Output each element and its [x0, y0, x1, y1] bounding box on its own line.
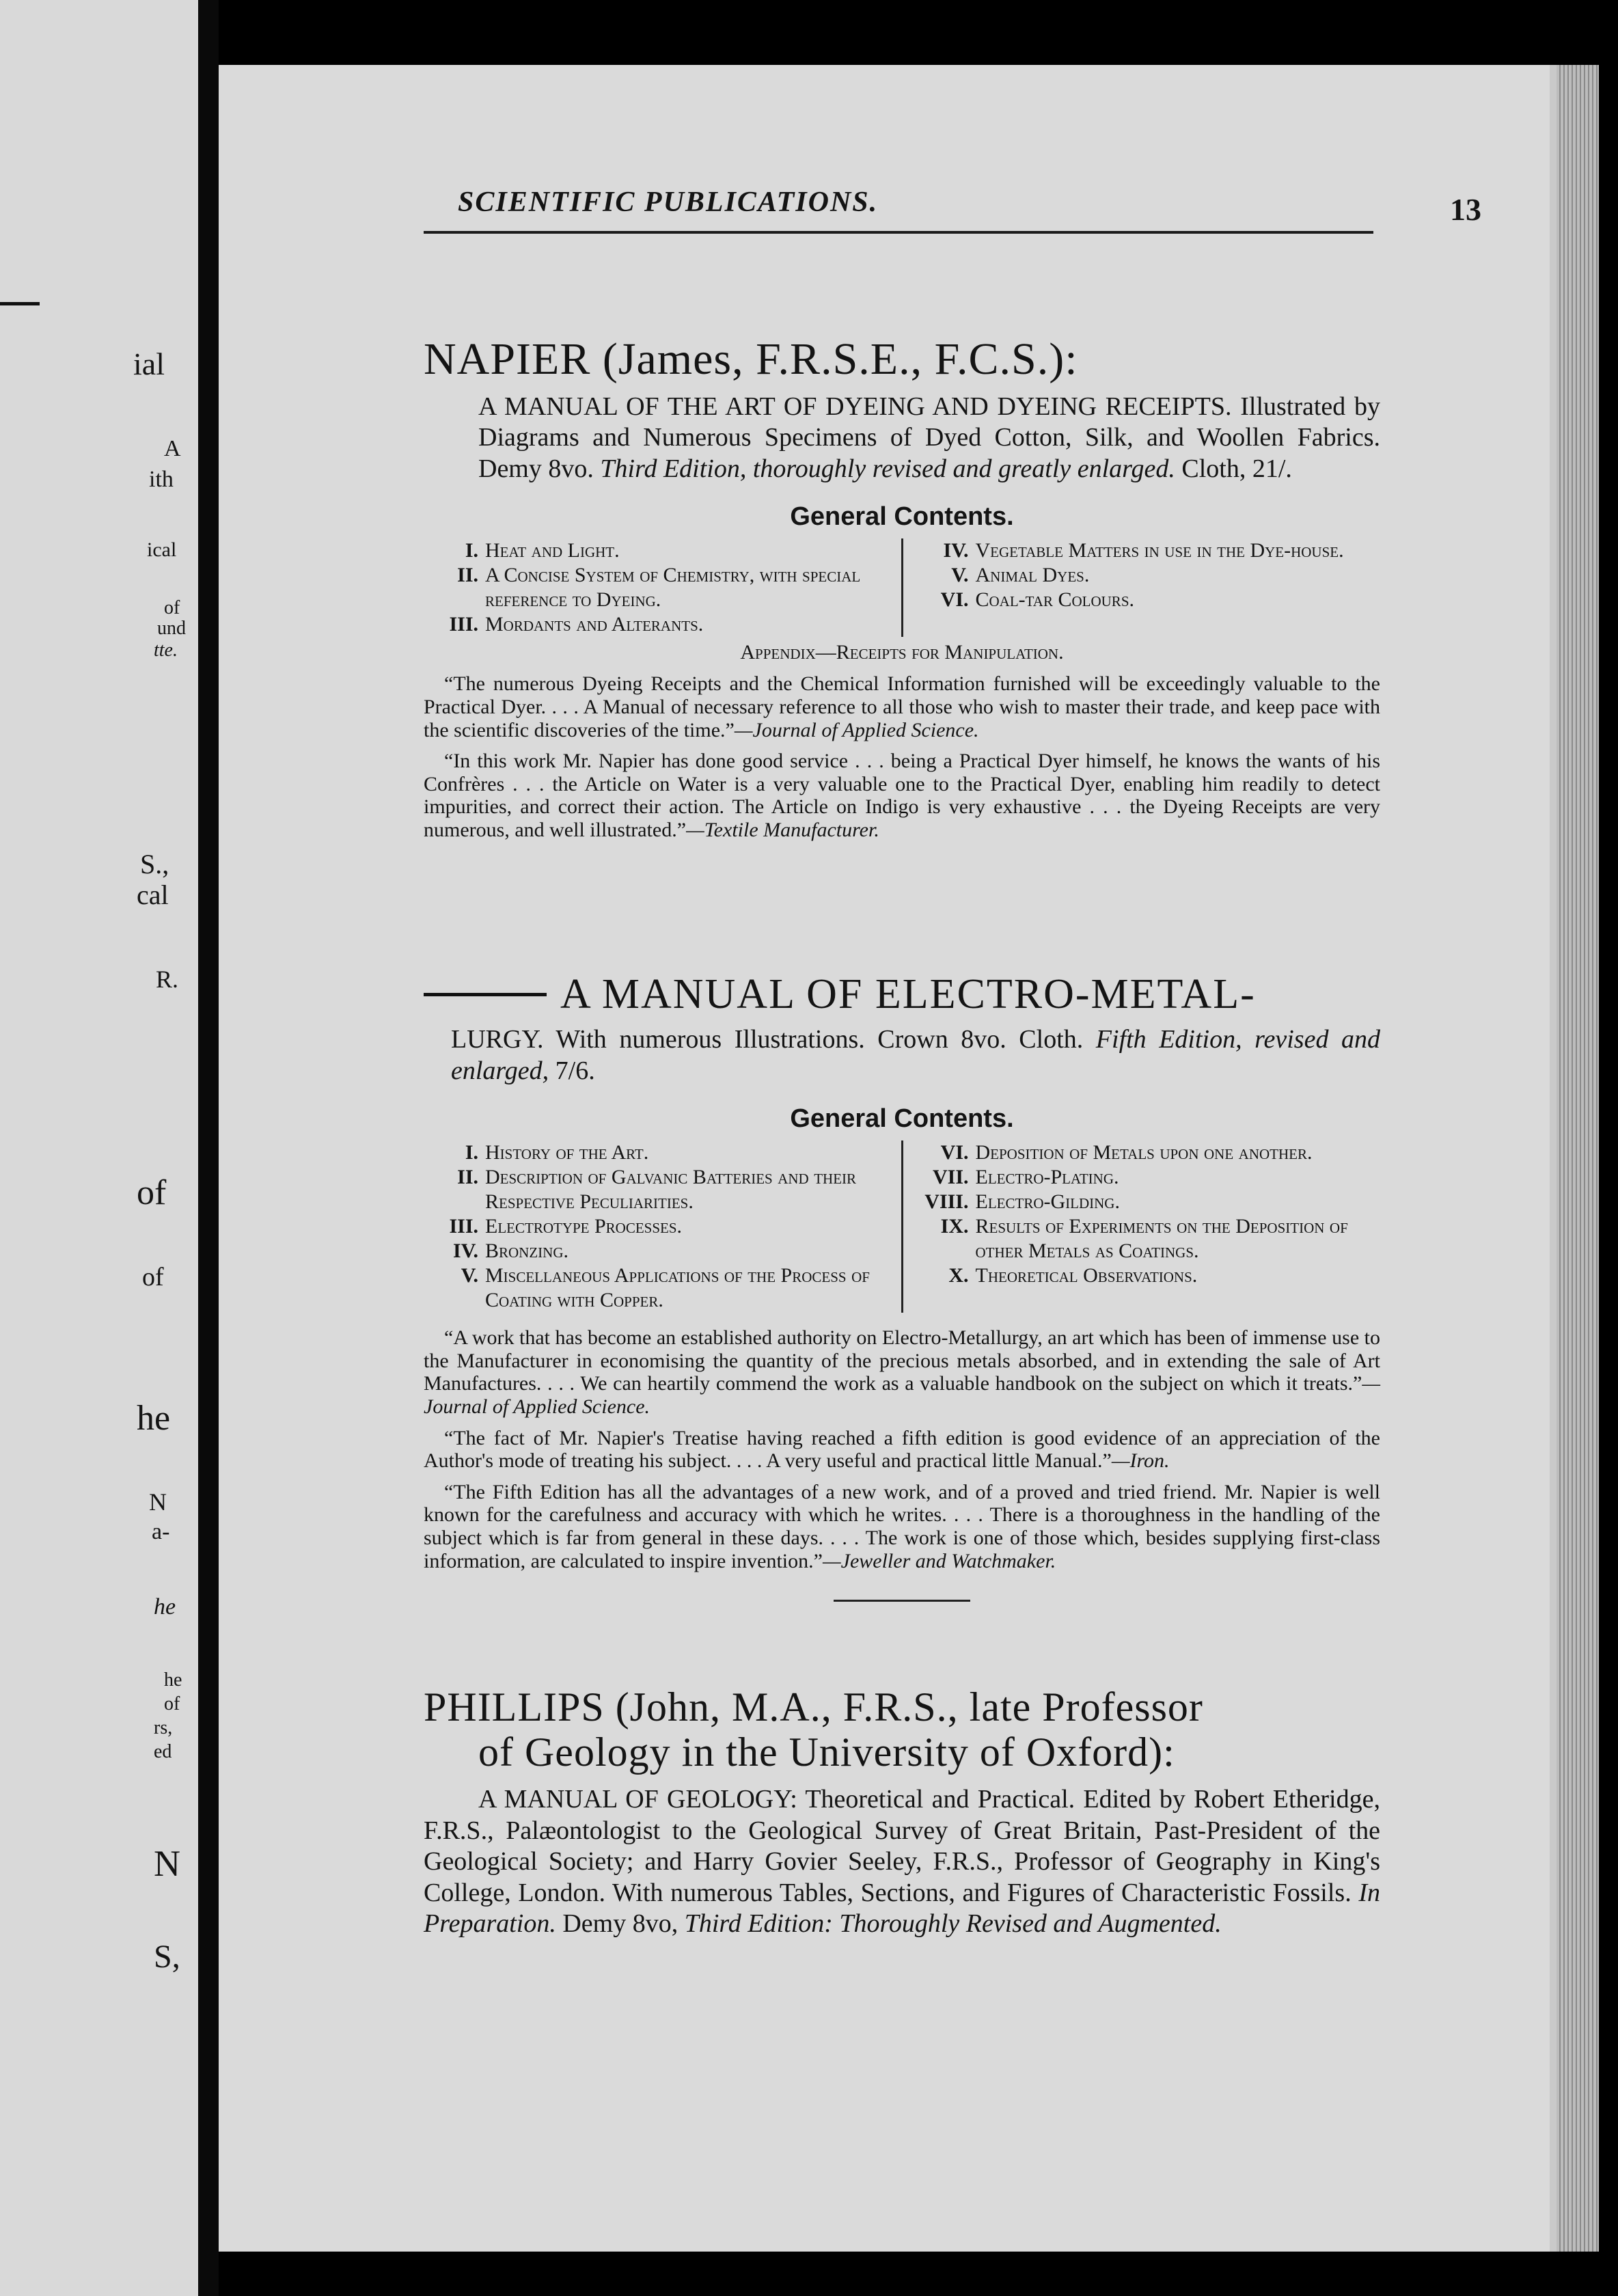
author-heading: PHILLIPS (John, M.A., F.R.S., late Professor [424, 1684, 1203, 1730]
left-facing-page [0, 0, 198, 2296]
review-quote: “The fact of Mr. Napier's Treatise having reached a fifth edition is good evidence of an appreciation of the Author's mode of treating his subject. . . . A very useful and practical little Manual.”—Iron. [424, 1426, 1380, 1473]
book-heading: A MANUAL OF ELECTRO-METAL- [424, 970, 1380, 1019]
book-edition: Third Edition, thoroughly revised and greatly enlarged. [600, 454, 1175, 483]
section-divider [834, 1600, 970, 1602]
left-fragment: of [142, 1263, 164, 1292]
contents-item: I. History of the Art. [465, 1141, 649, 1164]
left-fragment: of [164, 597, 180, 618]
contents-item: I. Heat and Light. [465, 539, 620, 562]
left-fragment: S, [154, 1939, 180, 1975]
book-details: Theoretical and Practical. Edited by Robert Etheridge, F.R.S., Palæontologist to the Geological Survey of Great Britain, Past-President of the Geological Society; and Harry Govier Seeley, F.R.S., Professor of Geography in King's College, London. With numerous Tables, Sections, and Figures of Characteristic Fossils. [424, 1785, 1380, 1907]
book-status: In Preparation. [424, 1878, 1381, 1939]
review-source: —Journal of Applied Science. [734, 718, 979, 741]
contents-item: IV. Vegetable Matters in use in the Dye-house. [943, 539, 1344, 562]
left-fragment: N [149, 1488, 167, 1516]
contents-item: IV. Bronzing. [453, 1240, 568, 1263]
left-fragment: he [154, 1594, 176, 1620]
contents-item: VIII. Electro-Gilding. [924, 1190, 1120, 1214]
contents-right-column [903, 1140, 1381, 1313]
author-heading: NAPIER (James, F.R.S.E., F.C.S.): [424, 334, 1078, 384]
appendix-line: Appendix—Receipts for Manipulation. [740, 641, 1064, 664]
contents-item: VI. Coal-tar Colours. [940, 588, 1134, 612]
contents-item: V. Animal Dyes. [951, 564, 1090, 587]
book-details: With numerous Illustrations. Crown 8vo. Cloth. [556, 1025, 1084, 1054]
contents-left-column [424, 538, 903, 637]
contents-table [424, 1140, 1380, 1313]
contents-item: II. A Concise System of Chemistry, with special reference to Dyeing. [457, 564, 861, 612]
author-heading-cont: of Geology in the University of Oxford): [478, 1730, 1175, 1775]
running-title: SCIENTIFIC PUBLICATIONS. [458, 187, 879, 218]
left-fragment: und [157, 618, 186, 639]
book-description [424, 392, 1380, 485]
book-gutter [198, 0, 219, 2296]
book-description [424, 1024, 1380, 1086]
contents-item: III. Mordants and Alterants. [449, 613, 704, 636]
contents-right-column [903, 538, 1381, 637]
left-page-rule [0, 302, 40, 305]
contents-item: V. Miscellaneous Applications of the Process of Coating with Copper. [461, 1264, 870, 1312]
review-source: —Iron. [1111, 1449, 1170, 1473]
book-format: Demy 8vo, [562, 1909, 678, 1939]
review-source: —Jeweller and Watchmaker. [822, 1549, 1056, 1572]
page-edge-shadow [1550, 65, 1557, 2252]
book-price: 7/6. [555, 1056, 595, 1085]
left-fragment: he [164, 1669, 182, 1691]
review-quote: “The Fifth Edition has all the advantages of a new work, and of a proved and tried friend. Mr. Napier is well known for the carefulness and accuracy with which he writes. . . . There is a thoroughness in the handling of the subject which is far from general in these days. . . . The work is one of those which, besides supplying first-class information, are calculated to inspire invention.”—Jeweller and Watchmaker. [424, 1480, 1380, 1572]
book-edition: Third Edition: Thoroughly Revised and Augmented. [684, 1909, 1222, 1939]
review-quote: “A work that has become an established authority on Electro-Metallurgy, an art which has been of immense use to the Manufacturer in economising the quantity of the precious metals absorbed, and in extending the sale of Art Manufactures. . . . We can heartily commend the work as a valuable handbook on the subject on which it treats.”—Journal of Applied Science. [424, 1326, 1380, 1418]
napier-entry [424, 335, 1380, 842]
review-source: —Journal of Applied Science. [424, 1372, 1380, 1418]
contents-item: III. Electrotype Processes. [449, 1215, 683, 1238]
book-title-continued: LURGY. [451, 1025, 544, 1054]
page-stack-edge [1557, 65, 1599, 2252]
book-title: A MANUAL OF THE ART OF DYEING AND DYEING RECEIPTS. [478, 392, 1232, 421]
contents-table [424, 538, 1380, 637]
left-fragment: A [164, 436, 181, 461]
contents-item: X. Theoretical Observations. [948, 1264, 1198, 1287]
phillips-entry [424, 1684, 1380, 1940]
contents-item: IX. Results of Experiments on the Deposition of other Metals as Coatings. [940, 1215, 1348, 1263]
ditto-dash [424, 993, 547, 996]
left-fragment: ith [149, 467, 174, 492]
review-quote: “The numerous Dyeing Receipts and the Chemical Information furnished will be exceedingly valuable to the Practical Dyer. . . . A Manual of necessary reference to all those who wish to master their trade, and keep pace with the scientific discoveries of the time.”—Journal of Applied Science. [424, 672, 1380, 741]
left-fragment: cal [137, 879, 169, 910]
left-fragment: N [154, 1843, 180, 1884]
book-details: Illustrated by Diagrams and Numerous Specimens of Dyed Cotton, Silk, and Woollen Fabrics. Demy 8vo. [478, 392, 1380, 483]
left-fragment: of [137, 1173, 167, 1212]
header-rule [424, 231, 1373, 234]
left-fragment: rs, [154, 1717, 173, 1738]
electro-metallurgy-entry [424, 970, 1380, 1629]
left-fragment: a- [152, 1519, 170, 1544]
book-description [424, 1784, 1380, 1940]
contents-left-column [424, 1140, 903, 1313]
review-quote: “In this work Mr. Napier has done good service . . . being a Practical Dyer himself, he knows the wants of his Confrères . . . the Article on Water is a very valuable one to the Practical Dyer, enabling him readily to detect impurities, and correct their action. The Article on Indigo is very exhaustive . . . the Dyeing Receipts are very numerous, and well illustrated.”—Textile Manufacturer. [424, 750, 1380, 841]
left-fragment: ial [133, 346, 165, 381]
left-fragment: R. [156, 966, 179, 993]
page-number: 13 [1450, 192, 1481, 227]
left-fragment: S., [140, 849, 169, 879]
left-fragment: tte. [154, 640, 178, 661]
contents-item: VII. Electro-Plating. [932, 1166, 1119, 1189]
contents-item: II. Description of Galvanic Batteries and their Respective Peculiarities. [457, 1166, 857, 1214]
book-title: A MANUAL OF GEOLOGY: [478, 1785, 797, 1814]
left-fragment: of [164, 1693, 180, 1714]
general-contents-title: General Contents. [790, 1104, 1014, 1134]
book-edition: Fifth Edition, revised and enlarged, [451, 1025, 1380, 1085]
general-contents-title: General Contents. [790, 502, 1014, 532]
left-fragment: he [137, 1399, 171, 1438]
left-fragment: ical [147, 538, 177, 561]
book-price: Cloth, 21/. [1181, 454, 1292, 483]
left-fragment: ed [154, 1741, 172, 1762]
review-source: —Textile Manufacturer. [686, 818, 879, 841]
contents-item: VI. Deposition of Metals upon one another. [940, 1141, 1313, 1164]
